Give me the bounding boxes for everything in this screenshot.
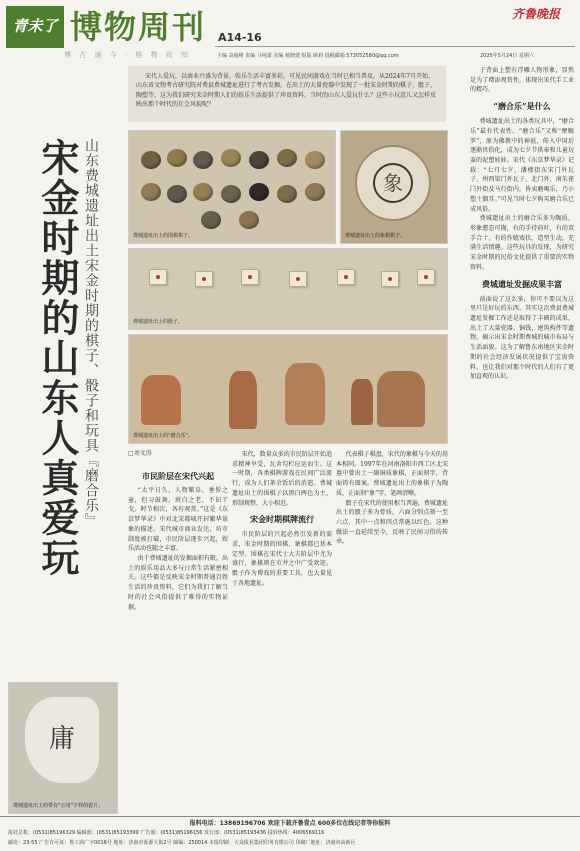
- text-column-4: [470, 66, 574, 806]
- dice-photo: [128, 248, 448, 330]
- headline-column: [8, 126, 118, 666]
- section-heading-3: “磨合乐”是什么: [493, 101, 551, 112]
- xiangqi-piece-photo: [340, 130, 448, 244]
- porcelain-shard-photo: [8, 682, 118, 814]
- dice-caption: 费城遗址出土的骰子。: [133, 318, 184, 325]
- issue-date: 2025年5月24日 星期六: [480, 53, 534, 59]
- section-title: 博物周刊: [70, 8, 207, 46]
- shard-glyph: 庸: [25, 697, 99, 783]
- article-subhead: 山东费城遗址出土宋金时期的棋子、骰子和玩具『磨合乐』: [83, 138, 99, 528]
- page-number: A14-16: [218, 31, 262, 44]
- footer-hotline: 报料电话：13869196706 欢迎下载齐鲁壹点 600多位在线记者等你报料: [189, 820, 391, 827]
- xiangqi-piece-glyph: 象: [373, 163, 413, 203]
- go-pieces-caption: 费城遗址出土的围棋棋子。: [133, 232, 194, 239]
- section-logo: 青未了: [6, 6, 64, 48]
- xiangqi-caption: 费城遗址出土的象棋棋子。: [345, 232, 406, 239]
- page-footer: [0, 816, 580, 851]
- go-pieces-photo: [128, 130, 336, 244]
- paragraph: 由于费城遗址的发掘面积有限，出土的娱乐用品大多与日常生活紧密相关。这些都是反映宋金时期普通百姓生活的珍贵资料，它们为我们了解当时的社会风俗提供了难得的实物证据。: [128, 555, 228, 611]
- article-lead: 宋代人爱玩，以商业兴盛为背景，娱乐生活丰富多彩，可见民间游戏在当时已相当普及。从2024年7月开始，山东省文物考古研究院对费县费城遗址进行了考古发掘，在出土的大量瓷器中发现了一批宋金时期的棋子、骰子、陶塑等，这为我们研究宋金时期人们的娱乐生活提供了珍贵资料。当时的山东人爱玩什么？这些小玩意儿又怎样反映出那个时代的社会风貌呢？: [128, 66, 446, 122]
- section-heading-4: 费城遗址发掘成果丰富: [482, 278, 562, 289]
- masthead-divider: [215, 46, 575, 47]
- paragraph: 费城遗址出土的磨合乐多为陶质，形象憨态可掬，有的手持荷叶，有的双手合十，有的作嬉戏状，造型生动，充满生活情趣。这些玩具的发现，为研究宋金时期的民俗文化提供了重要的实物资料。: [470, 215, 574, 271]
- section-slogan: 博 古 通 今 · 格 物 致 知: [64, 51, 192, 59]
- footer-contacts: 报社总机：(0531)85196329 编辑部：(0531)85193399 广告部：(0531)85196156 发行部：(0531)85193436 投诉热线：4006569116: [8, 830, 325, 836]
- paragraph: 市民阶层的兴起必然引发新的需求，宋金时期的围棋、象棋都已基本定型。围棋在宋代士大夫阶层中尤为盛行，象棋则在市井之中广受欢迎。骰子作为博戏的重要工具，也大量见于各地遗址。: [232, 531, 332, 587]
- masthead: [0, 0, 580, 66]
- text-column-1: [128, 486, 228, 806]
- text-column-2: [232, 450, 332, 806]
- xiangqi-piece: [355, 145, 431, 221]
- mohele-caption: 费城遗址出土的“磨合乐”。: [133, 432, 194, 439]
- paragraph: “太平日久，人物繁阜，垂髫之童，但习鼓舞，班白之老，不识干戈。时节相次，各有观赏。”这是《东京梦华录》中对北宋都城开封繁华景象的描述。宋代城市商业发达，坊市制度被打破，市民阶层逐步兴起，娱乐活动也随之丰富。: [128, 487, 228, 553]
- editor-credits: 主编 高俊峰 责编 马纯潇 美编 杨晓建 组版 顾莉 投稿邮箱:573052580@qq.com: [217, 53, 399, 59]
- paragraph: 宋代，数量众多的市民阶层开始追求精神享受，瓦舍勾栏应运而生。这一时期，各类棋牌游戏在民间广泛流行，成为人们茶余饭后的消遣。费城遗址出土的围棋子以黑白两色为主，形制规整，大小相近。: [232, 451, 332, 507]
- footer-publisher-info: 邮发：23-55 广告许可证：鲁工商广字0016号 地址：济南市泺源大街2号 邮编：250014 本报印刷：大众报业集团印务有限公司 印刷厂地址：济南市高新区: [8, 840, 356, 846]
- paragraph: 代表棋子棋盘，宋代的象棋与今天的基本相同。1997年在河南洛阳市西工区北宋墓中曾出土一副铜质象棋，正面刻字，背面铸有图案。费城遗址出土的象棋子为陶质，正面刻“象”字，笔画清晰。: [336, 451, 448, 497]
- shard-caption: 费城遗址出土的带有“公用”字样的瓷片。: [13, 802, 104, 809]
- paragraph: 费城遗址出土的各类玩具中，“磨合乐”最有代表性。“磨合乐”又称“摩睺罗”，原为佛教中的神祇，传入中国后逐渐世俗化，成为七夕节供奉和儿童玩耍的泥塑娃娃。宋代《东京梦华录》记载：“七月七夕，潘楼街东宋门外瓦子、州西梁门外瓦子、北门外、南朱雀门外街及马行街内，皆卖磨喝乐，乃小塑土偶耳。”可见当时七夕购买磨合乐已成风俗。: [470, 118, 574, 213]
- section-heading-2: 宋金时期棋牌流行: [250, 514, 314, 525]
- text-column-3: [336, 450, 448, 806]
- mohele-figures-photo: [128, 334, 448, 444]
- newspaper-brand: 齐鲁晚报: [512, 7, 561, 21]
- paragraph: 前面说了这么多，你可不要以为这里只是好玩的东西。其实这次费县费城遗址发掘工作还是取得了丰硕的成果，出土了大量瓷器、铜钱、建筑构件等遗物，揭示出宋金时期费城的城市布局与生活面貌。这为了解鲁东南地区宋金时期的社会经济发展状况提供了宝贵资料，也让我们对那个时代的人们有了更加直观的认识。: [470, 295, 574, 381]
- article-headline: 宋金时期的山东人真爱玩: [35, 138, 80, 578]
- byline: □刘文涛: [128, 450, 152, 457]
- section-heading-1: 市民阶层在宋代兴起: [142, 471, 214, 481]
- paragraph: 子背面上塑有浮雕人物形象，显然是为了增添观赏性，体现出宋代手工业的精巧。: [470, 67, 574, 94]
- paragraph: 骰子在宋代的使用相当普遍，费城遗址出土的骰子多为骨质，六面分别点刻一至六点，其中一点和四点常施以红色。这种做法一直延续至今，反映了民间习俗的传承。: [336, 499, 448, 546]
